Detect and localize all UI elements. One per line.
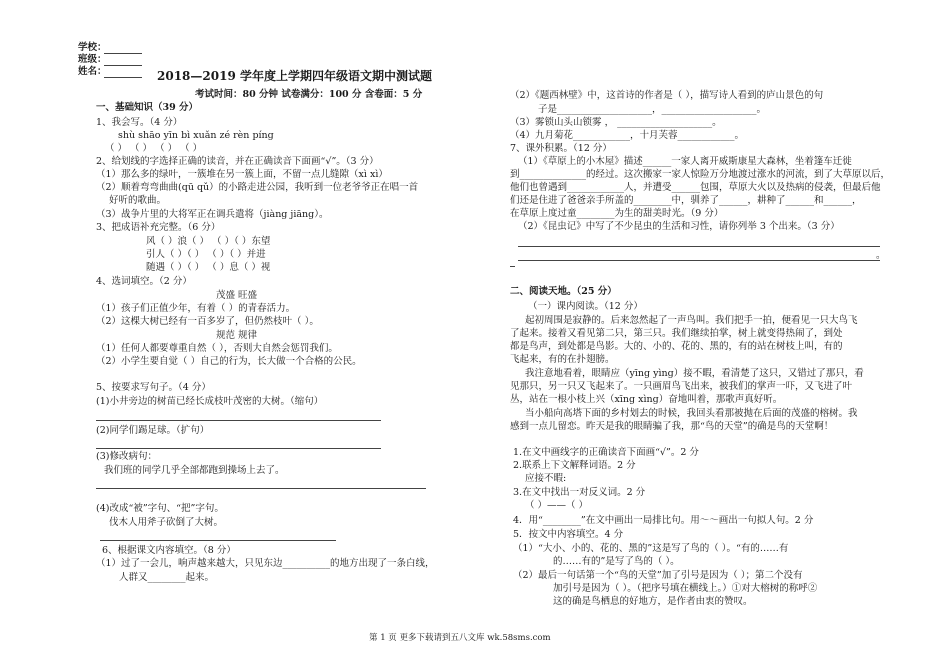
period-mark: 。 xyxy=(876,250,886,261)
section-heading: 二、阅读天地。（25 分） xyxy=(510,286,617,297)
question-line: 4．用“________”在文中画出一局排比句。用～～画出一句拟人句。2 分 xyxy=(513,515,814,526)
answer-line[interactable] xyxy=(96,420,381,421)
class-label: 班级： xyxy=(78,54,107,65)
question-line: 加引号是因为（ ）。（把序号填在横线上。）①对大榕树的称呼② xyxy=(553,583,818,594)
question-line: （2）最后一句话第一个“鸟的天堂”加了引号是因为（ ）；第二个没有 xyxy=(513,570,803,581)
word-options: 茂盛 旺盛 xyxy=(216,290,258,301)
name-label: 姓名： xyxy=(78,66,107,77)
question-line: 4、选词填空。（2 分） xyxy=(96,276,192,287)
school-blank[interactable] xyxy=(104,53,142,54)
passage-line: 见那只，另一只又飞起来了。一只画眉鸟飞出来，被我们的掌声一吓，又飞进了叶 xyxy=(510,381,853,392)
question-line: 伐木人用斧子砍倒了大树。 xyxy=(109,517,224,528)
pinyin-line: shù shāo yīn bì xuǎn zé rèn píng xyxy=(118,130,274,141)
question-line: （1）“大小、小的、花的、黑的”这是写了鸟的（ ）。“有的……有 xyxy=(513,543,789,554)
question-line: 2.联系上下文解释词语。2 分 xyxy=(513,460,636,471)
answer-line[interactable] xyxy=(518,260,880,261)
question-line: （3）雾锁山头山锁雾 ， ____________________。 xyxy=(510,117,722,128)
antonym-blanks[interactable]: （ ）——（ ） xyxy=(525,500,589,511)
page-footer: 第 1 页 更多下载请到五八文库 wk.58sms.com xyxy=(369,633,551,643)
answer-line[interactable] xyxy=(100,540,336,541)
question-line: (2)同学们踢足球。（扩句） xyxy=(96,425,210,436)
question-line: （1）那么多的绿叶，一簇堆在另一簇上面，不留一点儿缝隙（xì xì） xyxy=(96,169,388,180)
passage-line: 我注意地看着，眼睛应（yīng yìng）接不暇，看清楚了这只，又错过了那只，看 xyxy=(525,368,864,379)
question-line: 在草原上度过童________为生的甜美时光。（9 分） xyxy=(510,208,724,219)
question-line: 子是____________________，____________________。 xyxy=(538,104,767,115)
passage-line: 丛，站在一根小枝上兴（xīng xìng）奋地叫着，那歌声真好听。 xyxy=(510,394,783,405)
question-line: 们还是住进了爸爸亲手所盖的________中，驯养了______，耕种了______和______， xyxy=(510,195,862,206)
answer-line[interactable] xyxy=(518,246,880,247)
question-line: (1)小井旁边的树苗已经长成枝叶茂密的大树。（缩句） xyxy=(96,396,324,407)
question-line: 7、课外积累。（12 分） xyxy=(510,143,612,154)
name-blank[interactable] xyxy=(104,77,142,78)
question-line: 6、根据课文内容填空。（8 分） xyxy=(102,545,236,556)
question-line: （2）《昆虫记》中写了不少昆虫的生活和习性，请你列举 3 个出来。（3 分） xyxy=(518,221,840,232)
question-line: （2）《题西林壁》中，这首诗的作者是（ ），描写诗人看到的庐山景色的句 xyxy=(510,90,824,101)
question-line: 这的确是鸟栖息的好地方，是作者由衷的赞叹。 xyxy=(553,596,753,607)
question-line: 3、把成语补充完整。（6 分） xyxy=(96,222,221,233)
question-line: 到______________的经过。这次搬家一家人惊险万分地渡过涨水的河流，到了大草原以后， xyxy=(510,169,891,180)
dash-mark xyxy=(510,266,515,267)
question-line: 人群又________起来。 xyxy=(119,572,215,583)
question-line: 应接不暇: xyxy=(525,473,567,484)
question-line: (4)改成“被”字句、“把”字句。 xyxy=(96,503,224,514)
question-line: 5．按文中内容填空。4 分 xyxy=(513,529,624,540)
passage-line: 感到一点儿留恋。昨天是我的眼睛骗了我，那“鸟的天堂”的确是鸟的天堂啊！ xyxy=(510,421,834,432)
answer-parentheses[interactable]: （ ） （ ） （ ） （ ） xyxy=(105,143,203,154)
question-line: （2）这棵大树已经有一百多岁了，但仍然枝叶（ ）。 xyxy=(96,316,319,327)
question-line: (3)修改病句： xyxy=(96,451,157,462)
question-line: 1.在文中画线字的正确读音下面画“√”。2 分 xyxy=(513,447,699,458)
class-blank[interactable] xyxy=(104,65,142,66)
question-line: （1）过了一会儿，响声越来越大，只见东边__________的地方出现了一条白线， xyxy=(96,558,435,569)
question-line: 5、按要求写句子。（4 分） xyxy=(96,382,211,393)
passage-line: 当小船向高塔下面的乡村划去的时候，我回头看那被抛在后面的茂盛的榕树。我 xyxy=(525,408,858,419)
question-line: 2、给划线的字选择正确的读音，并在正确读音下面画“√”。（3 分） xyxy=(96,156,379,167)
question-line: 他们也曾遇到____________人，并遭受______包围，草原大火以及热病的侵袭，但最后他 xyxy=(510,182,881,193)
question-line: （3）战争片里的大将军正在调兵遣将（jiàng jiāng）。 xyxy=(96,209,329,220)
question-line: 3.在文中找出一对反义词。2 分 xyxy=(513,487,646,498)
answer-line[interactable] xyxy=(96,488,426,489)
subsection-heading: （一）课内阅读。（12 分） xyxy=(528,301,643,312)
passage-line: 了起来。接着又看见第二只，第三只。我们继续拍掌，树上就变得热闹了，到处 xyxy=(510,328,843,339)
idiom-row[interactable]: 引人（ ）（ ） （ ）（ ）并进 xyxy=(146,249,266,260)
question-line: （2）小学生要自觉（ ）自己的行为，长大做一个合格的公民。 xyxy=(96,356,362,367)
word-options: 规范 规律 xyxy=(216,330,258,341)
idiom-row[interactable]: 风（ ）浪（ ） （ ）（ ）东望 xyxy=(146,236,271,247)
passage-line: 起初周围是寂静的。后来忽然起了一声鸟叫。我们把手一拍，便看见一只大鸟飞 xyxy=(525,315,858,326)
section-heading: 一、基础知识（39 分） xyxy=(96,102,199,113)
idiom-row[interactable]: 随遇（ ）（ ） （ ）息（ ）视 xyxy=(146,262,271,273)
school-label: 学校： xyxy=(78,42,107,53)
page-title: 2018—2019 学年度上学期四年级语文期中测试题 xyxy=(157,69,432,83)
question-line: （2）顺着弯弯曲曲(qū qǔ）的小路走进公园，我听到一位老爷爷正在唱一首 xyxy=(96,182,419,193)
answer-line[interactable] xyxy=(96,448,381,449)
question-line: （1）任何人都要尊重自然（ ），否则大自然会惩罚我们。 xyxy=(96,343,338,354)
passage-line: 飞起来，有的在扑翅膀。 xyxy=(510,354,615,365)
question-line: （4）九月菊花____________，十月芙蓉____________。 xyxy=(510,130,745,141)
passage-line: 都是鸟声，到处都是鸟影。大的、小的、花的、黑的，有的站在树枝上叫，有的 xyxy=(510,341,843,352)
question-line: 1、我会写。（4 分） xyxy=(96,117,183,128)
question-line: （1）《草原上的小木屋》描述______一家人离开威斯康星大森林，坐着篷车迁徙 xyxy=(518,156,852,167)
question-line: 好听的歌曲。 xyxy=(109,195,167,206)
question-line: 的……有的”是写了鸟的（ ）。 xyxy=(553,556,680,567)
exam-info: 考试时间：80 分钟 试卷满分：100 分 含卷面：5 分 xyxy=(195,89,423,100)
question-line: 我们班的同学几乎全部都跑到操场上去了。 xyxy=(104,465,285,476)
question-line: （1）孩子们正值少年，有着（ ）的青春活力。 xyxy=(96,303,296,314)
